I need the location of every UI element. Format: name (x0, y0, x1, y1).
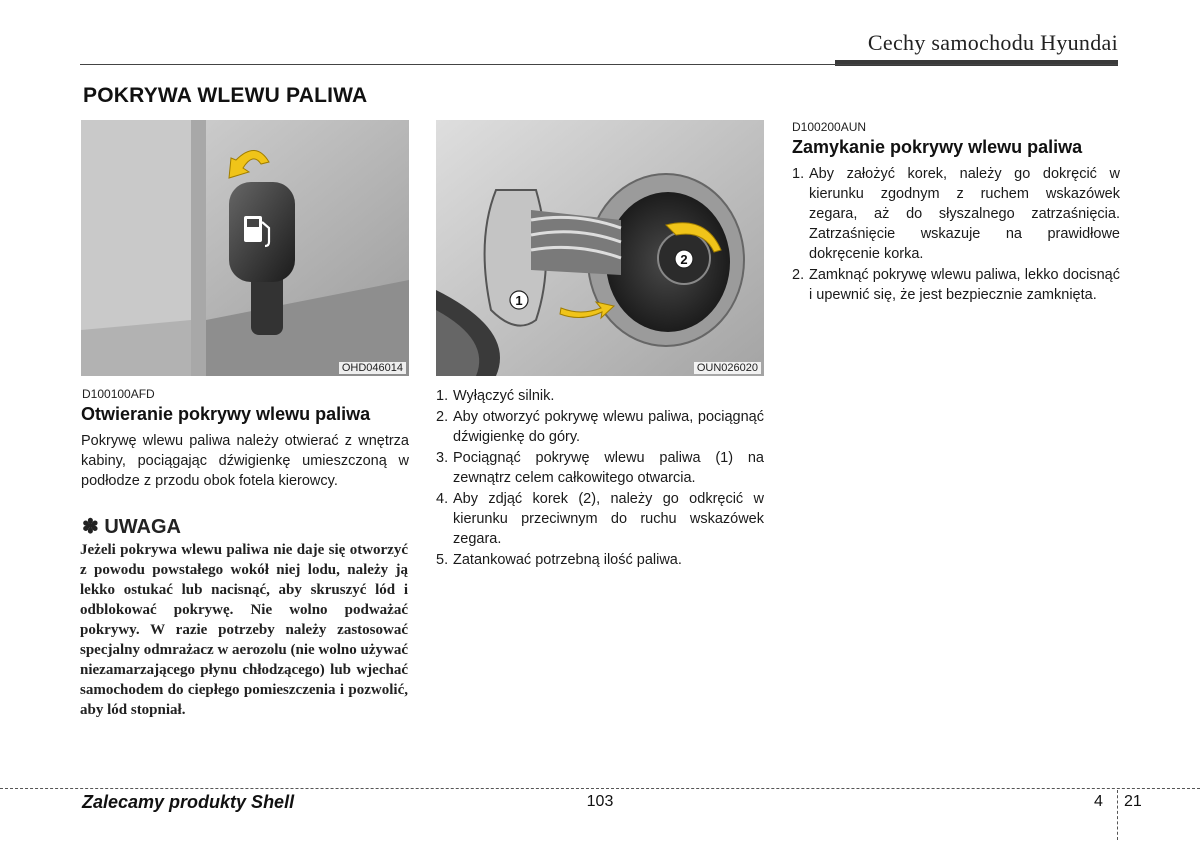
page-number: 103 (586, 793, 614, 810)
callout-2: 2 (680, 252, 688, 267)
warning-body: Jeżeli pokrywa wlewu paliwa nie daje się otworzyć z powodu powstałego wokół niej lodu, należy ją lekko ostukać lub nacisnąć, aby skruszyć lód i odblokować pokrywę. Nie wolno podważać pokrywy. W razie potrzeby należy zastosować specjalny odmrażacz w aerozolu (nie wolno używać niezamarzającego płynu chłodzącego) lub wjechać samochodem do ciepłego pomieszczenia i pozwolić, aby lód stopniał. (80, 542, 409, 718)
list-item: 2. Aby otworzyć pokrywę wlewu paliwa, pociągnąć dźwigienkę do góry. (436, 409, 764, 445)
closing-steps-list (792, 164, 1120, 306)
list-item: 1. Aby założyć korek, należy go dokręcić w kierunku zgodnym z ruchem wskazówek zegara, aż do słyszalnego zatrzaśnięcia. Zatrzaśnięcie wskazuje na prawidłowe dokręcenie korka. (792, 166, 1120, 262)
chapter-page-number: 21 (1124, 793, 1142, 810)
section-title: POKRYWA WLEWU PALIWA (83, 84, 368, 107)
callout-labels (436, 120, 764, 376)
callout-1: 1 (515, 293, 523, 308)
figure-fuel-door-lever (81, 120, 409, 376)
header-bar (835, 60, 1118, 66)
running-header-title: Cechy samochodu Hyundai (867, 30, 1118, 55)
subhead-opening: Otwieranie pokrywy wlewu paliwa (81, 404, 371, 424)
section-code: D100100AFD (82, 387, 155, 401)
list-item: 1. Wyłączyć silnik. (436, 388, 555, 404)
list-item: 5. Zatankować potrzebną ilość paliwa. (436, 552, 682, 568)
footer-divider (0, 788, 1200, 789)
opening-paragraph: Pokrywę wlewu paliwa należy otwierać z wnętrza kabiny, pociągając dźwigienkę umieszczoną w podłodze z przodu obok fotela kierowcy. (81, 433, 409, 489)
chapter-number: 4 (1094, 793, 1103, 810)
footer-slogan: Zalecamy produkty Shell (82, 792, 295, 812)
list-item: 4. Aby zdjąć korek (2), należy go odkręcić w kierunku przeciwnym do ruchu wskazówek zegara. (436, 491, 764, 547)
footer-vertical-divider (1117, 790, 1118, 840)
figure-caption: OHD046014 (339, 362, 406, 374)
list-item: 2. Zamknąć pokrywę wlewu paliwa, lekko docisnąć i upewnić się, że jest bezpiecznie zamknięta. (792, 267, 1120, 303)
fuel-pump-icon (81, 120, 409, 376)
warning-title: ✽ UWAGA (82, 516, 181, 538)
opening-steps-list (436, 386, 764, 571)
figure-fuel-filler-open (436, 120, 764, 376)
figure-caption: OUN026020 (694, 362, 761, 374)
section-code: D100200AUN (792, 120, 867, 134)
header-rule (80, 64, 1118, 65)
list-item: 3. Pociągnąć pokrywę wlewu paliwa (1) na zewnątrz celem całkowitego otwarcia. (436, 450, 764, 486)
subhead-closing: Zamykanie pokrywy wlewu paliwa (792, 137, 1083, 157)
